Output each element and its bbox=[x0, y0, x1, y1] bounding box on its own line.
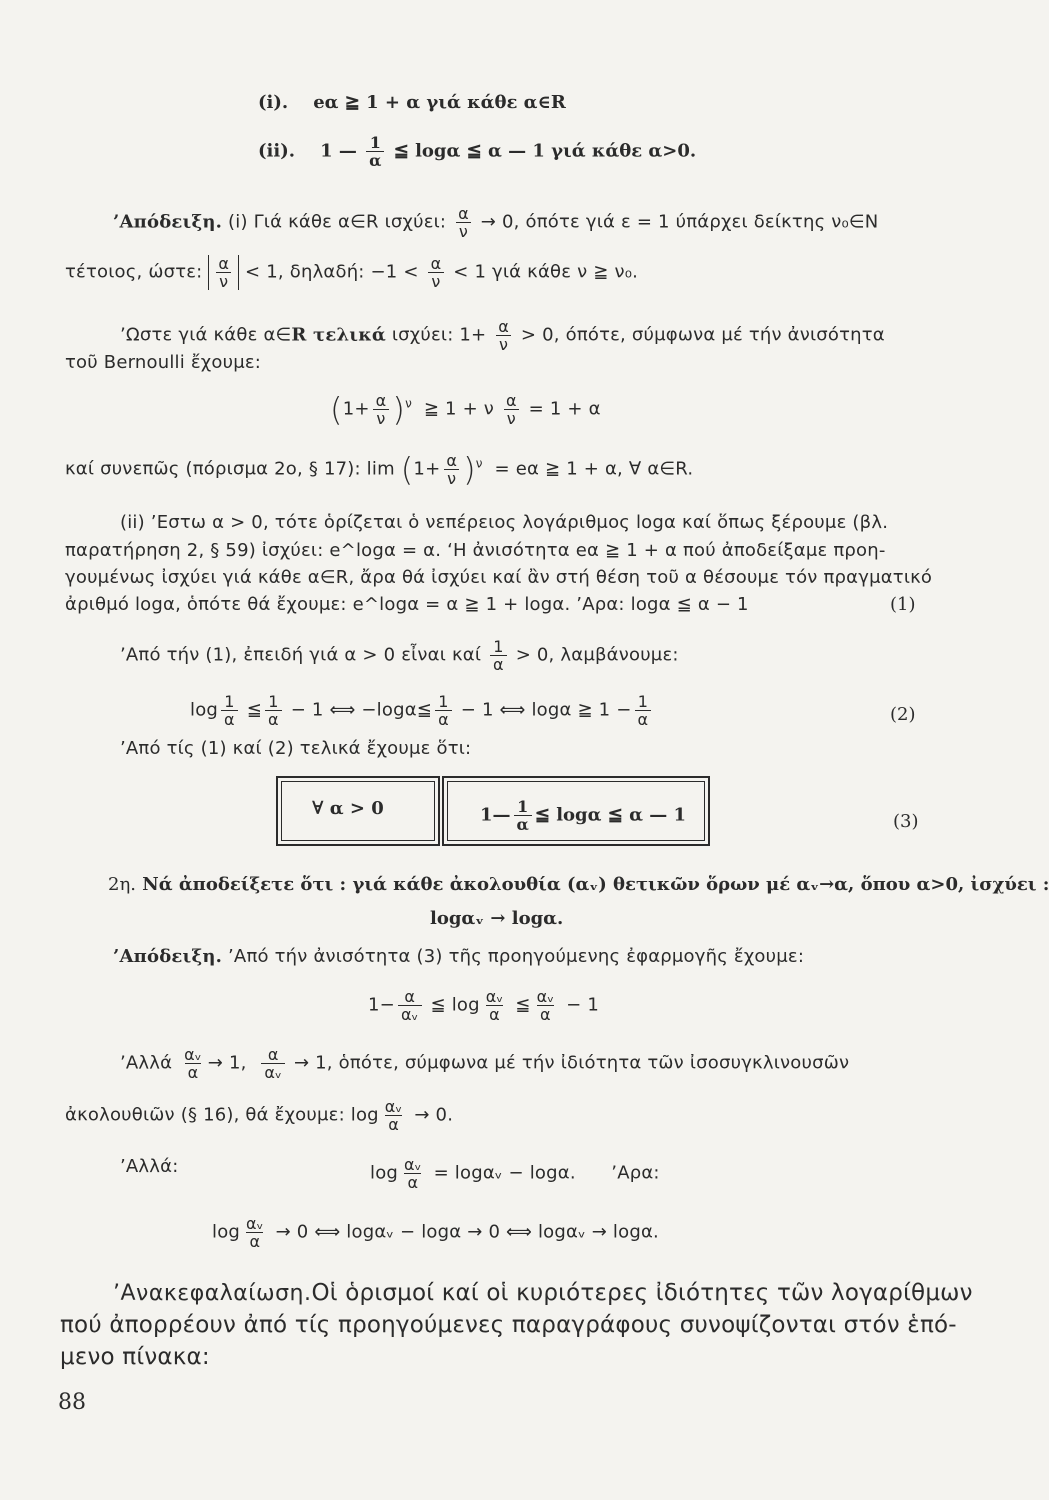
denominator: α bbox=[435, 710, 452, 728]
result-inequality bbox=[480, 798, 686, 833]
proof-line-4-text: τοῦ Bernoulli ἔχουμε: bbox=[65, 352, 262, 373]
from-one-line bbox=[120, 638, 679, 673]
from-one-post: > 0, λαμβάνουμε: bbox=[515, 644, 679, 666]
proof-line-3-post: > 0, όπότε, σύμφωνα μέ τήν ἀνισότητα bbox=[520, 324, 885, 346]
proof-line-3-bold: R τελικά bbox=[291, 324, 386, 346]
numerator: α bbox=[218, 254, 230, 273]
from-one-text: ’Από τήν (1), ἐπειδή γιά α > 0 εἶναι καί bbox=[120, 644, 482, 666]
denominator: α bbox=[246, 1232, 263, 1250]
statement-i-text: eα ≧ 1 + α γιά κάθε α∈R bbox=[313, 92, 566, 113]
denominator: αᵥ bbox=[261, 1063, 285, 1081]
proof-label: ’Απόδειξη. bbox=[113, 211, 223, 233]
page-number bbox=[58, 1392, 86, 1414]
denominator: ν bbox=[456, 222, 471, 240]
denominator: α bbox=[366, 151, 384, 169]
denominator: α bbox=[635, 710, 652, 728]
denominator: α bbox=[490, 655, 507, 673]
chain-part: − 1 ⟺ −logα≦ bbox=[290, 699, 433, 721]
denominator: α bbox=[265, 710, 282, 728]
chain-part: ’Αλλά bbox=[120, 1052, 173, 1074]
proof-line-3-text: ’Ωστε γιά κάθε α∈ bbox=[120, 324, 292, 346]
numerator: αᵥ bbox=[485, 987, 504, 1006]
chain-part: ≦ log bbox=[430, 994, 480, 1016]
chain-part: → 1, ὁπότε, σύμφωνα μέ τήν ἰδιότητα τῶν ἰσοσυγκλινουσῶν bbox=[293, 1052, 850, 1074]
proof-line-2-post: < 1 γιά κάθε ν ≧ ν₀. bbox=[453, 261, 639, 283]
paragraph-text: παρατήρηση 2, § 59) ἰσχύει: e^logα = α. ‘Η ἀνισότητα eα ≧ 1 + α πού ἀποδείξαμε προη- bbox=[65, 540, 886, 561]
right-paren: ) bbox=[463, 450, 476, 489]
numerator: 1 bbox=[268, 692, 279, 711]
proof-line-1 bbox=[113, 205, 878, 240]
bernoulli-mid: ≧ 1 + ν bbox=[423, 398, 495, 420]
fraction bbox=[514, 798, 532, 833]
paragraph-text: (ii) ’Εστω α > 0, τότε ὁρίζεται ὁ νεπέρειος λογάριθμος logα καί ὅπως ξέρουμε (βλ. bbox=[120, 512, 889, 533]
exercise-text: Νά ἀποδείξετε ὅτι : γιά κάθε ἀκολουθία (αᵥ) θετικῶν ὅρων μέ αᵥ→α, ὅπου α>0, ἰσχύει : bbox=[142, 874, 1049, 895]
chain-part: → 1, bbox=[207, 1052, 247, 1074]
fraction bbox=[265, 693, 282, 728]
conclusion-line bbox=[120, 738, 471, 760]
proof-line-3-mid: ισχύει: 1+ bbox=[385, 324, 487, 346]
summary-line-1 bbox=[113, 1278, 973, 1309]
bernoulli-post: = 1 + α bbox=[528, 398, 601, 420]
chain-part: → 0 ⟺ logαᵥ − logα → 0 ⟺ logαᵥ → logα. bbox=[275, 1221, 659, 1243]
fraction bbox=[261, 1046, 285, 1081]
numerator: αᵥ bbox=[536, 987, 555, 1006]
proof-label: ’Απόδειξη. bbox=[113, 946, 223, 967]
fraction bbox=[382, 1098, 406, 1133]
numerator: αᵥ bbox=[246, 1214, 264, 1233]
fraction bbox=[534, 988, 558, 1023]
paragraph-ii-line-2 bbox=[65, 540, 886, 562]
chain-part: − 1 ⟺ logα ≧ 1 − bbox=[460, 699, 632, 721]
result-condition bbox=[312, 798, 384, 820]
equivalence-chain bbox=[190, 693, 654, 728]
denominator: ν bbox=[373, 409, 388, 427]
chain-part: ’Αλλά: bbox=[120, 1156, 179, 1177]
bernoulli-base: 1+ bbox=[342, 398, 370, 420]
numerator: α bbox=[430, 254, 442, 273]
fraction bbox=[435, 693, 452, 728]
result-pre: 1— bbox=[480, 804, 511, 826]
statement-i-label: (i). bbox=[258, 92, 289, 113]
proof-2-line-3 bbox=[65, 1098, 453, 1133]
chain-part: ≦ bbox=[515, 994, 531, 1016]
chain-part: − 1 bbox=[566, 994, 599, 1016]
limit-text: καί συνεπῶς (πόρισμα 2ο, § 17): lim bbox=[65, 458, 395, 480]
chain-part: ’Αρα: bbox=[611, 1162, 660, 1184]
proof-2-chain bbox=[368, 988, 599, 1023]
limit-post: = eα ≧ 1 + α, ∀ α∈R. bbox=[494, 458, 694, 480]
proof-line-1-post: → 0, όπότε γιά ε = 1 ύπάρχει δείκτης ν₀∈N bbox=[480, 211, 879, 233]
result-post: ≦ logα ≦ α — 1 bbox=[534, 804, 686, 826]
absolute-value bbox=[208, 255, 239, 290]
summary-line-3 bbox=[60, 1342, 210, 1372]
summary-text: μενο πίνακα: bbox=[60, 1344, 210, 1370]
exercise-2-claim bbox=[430, 908, 563, 930]
chain-part: log bbox=[370, 1162, 399, 1184]
statement-ii-label: (ii). bbox=[258, 140, 295, 162]
chain-part: = logαᵥ − logα. bbox=[433, 1162, 576, 1184]
numerator: α bbox=[267, 1045, 279, 1064]
denominator: α bbox=[486, 1005, 503, 1023]
limit-line bbox=[65, 452, 693, 487]
fraction bbox=[373, 392, 390, 427]
result-condition-text: ∀ α > 0 bbox=[312, 798, 384, 819]
numerator: α bbox=[458, 204, 469, 223]
fraction bbox=[221, 693, 238, 728]
denominator: ν bbox=[216, 272, 231, 290]
denominator: αᵥ bbox=[398, 1005, 422, 1023]
equation-number: (3) bbox=[893, 811, 919, 832]
fraction bbox=[455, 205, 472, 240]
fraction bbox=[495, 318, 512, 353]
numerator: αᵥ bbox=[404, 1155, 422, 1174]
proof-2-line-5 bbox=[212, 1215, 659, 1250]
proof-2-line-4-label bbox=[120, 1156, 178, 1178]
fraction bbox=[635, 693, 652, 728]
numerator: 1 bbox=[224, 692, 235, 711]
denominator: α bbox=[404, 1173, 421, 1191]
denominator: ν bbox=[444, 469, 459, 487]
statement-ii-post: ≦ logα ≦ α — 1 γιά κάθε α>0. bbox=[393, 140, 697, 162]
paragraph-text: γουμένως ἰσχύει γιά κάθε α∈R, ἄρα θά ἰσχύει καί ἂν στή θέση τοῦ α θέσουμε τόν πραγματικό bbox=[65, 567, 933, 588]
proof-line-1-text: (i) Γιά κάθε α∈R ισχύει: bbox=[222, 211, 447, 233]
page-number-text: 88 bbox=[58, 1390, 86, 1415]
left-paren: ( bbox=[400, 450, 414, 489]
statement-ii-pre: 1 — bbox=[320, 140, 357, 162]
proof-2-line-1 bbox=[113, 946, 804, 968]
fraction bbox=[483, 988, 507, 1023]
numerator: 1 bbox=[517, 797, 529, 816]
chain-part: → 0. bbox=[414, 1104, 454, 1126]
proof-2-line-4 bbox=[370, 1156, 660, 1191]
numerator: α bbox=[446, 451, 458, 470]
chain-part: ἀκολουθιῶν (§ 16), θά ἔχουμε: log bbox=[65, 1104, 379, 1126]
numerator: αᵥ bbox=[384, 1097, 403, 1116]
statement-ii bbox=[258, 134, 696, 169]
proof-line-2 bbox=[65, 255, 638, 290]
exercise-claim-text: logαᵥ → logα. bbox=[430, 908, 564, 929]
chain-part: 1− bbox=[368, 994, 395, 1016]
summary-line-2 bbox=[60, 1310, 957, 1340]
numerator: α bbox=[498, 317, 509, 336]
numerator: α bbox=[404, 987, 416, 1006]
denominator: ν bbox=[428, 272, 443, 290]
chain-part: log bbox=[212, 1221, 241, 1243]
chain-part: ≦ bbox=[246, 699, 263, 721]
limit-base: 1+ bbox=[413, 458, 441, 480]
fraction bbox=[428, 255, 445, 290]
exercise-2 bbox=[108, 874, 1049, 896]
paragraph-ii-line-1 bbox=[120, 512, 888, 534]
numerator: α bbox=[375, 391, 387, 410]
proof-line-2-text: τέτοιος, ώστε: bbox=[65, 261, 203, 283]
fraction bbox=[243, 1215, 267, 1250]
denominator: ν bbox=[504, 409, 519, 427]
fraction bbox=[490, 638, 507, 673]
numerator: αᵥ bbox=[184, 1045, 202, 1064]
numerator: 1 bbox=[438, 692, 449, 711]
left-paren: ( bbox=[330, 390, 343, 429]
proof-line-3 bbox=[120, 318, 885, 353]
fraction bbox=[215, 255, 232, 290]
equation-number-1 bbox=[890, 594, 916, 616]
statement-i bbox=[258, 92, 566, 114]
numerator: α bbox=[505, 391, 517, 410]
fraction bbox=[401, 1156, 425, 1191]
proof-2-line-2 bbox=[120, 1046, 849, 1081]
numerator: 1 bbox=[493, 637, 504, 656]
denominator: α bbox=[514, 815, 532, 833]
conclusion-text: ’Από τίς (1) καί (2) τελικά ἔχουμε ὅτι: bbox=[120, 738, 472, 759]
numerator: 1 bbox=[369, 133, 381, 152]
exponent: ν bbox=[405, 396, 412, 411]
denominator: ν bbox=[496, 335, 511, 353]
summary-text: πού ἀπορρέουν ἀπό τίς προηγούμενες παραγράφους συνοψίζονται στόν ἑπό- bbox=[60, 1312, 957, 1338]
fraction bbox=[503, 392, 520, 427]
proof-line-2-mid: < 1, δηλαδή: −1 < bbox=[245, 261, 419, 283]
paragraph-ii-line-4 bbox=[65, 594, 749, 616]
equation-number-2 bbox=[890, 704, 916, 726]
proof-2-text: ’Από τήν ἀνισότητα (3) τῆς προηγούμενης ἐφαρμογῆς ἔχουμε: bbox=[222, 946, 805, 967]
paragraph-text: ἀριθμό logα, ὁπότε θά ἔχουμε: e^logα = α ≧ 1 + logα. ’Αρα: logα ≦ α − 1 bbox=[65, 594, 749, 615]
denominator: α bbox=[537, 1005, 554, 1023]
chain-part: log bbox=[190, 699, 219, 721]
bernoulli-inequality bbox=[330, 392, 601, 427]
exponent: ν bbox=[475, 456, 483, 471]
right-paren: ) bbox=[392, 390, 406, 429]
proof-line-4 bbox=[65, 352, 261, 374]
fraction bbox=[398, 988, 422, 1023]
fraction bbox=[366, 134, 384, 169]
equation-number: (2) bbox=[890, 704, 916, 725]
numerator: 1 bbox=[637, 692, 649, 711]
denominator: α bbox=[221, 710, 238, 728]
summary-heading: ’Ανακεφαλαίωση. bbox=[113, 1281, 312, 1306]
paragraph-ii-line-3 bbox=[65, 567, 932, 589]
equation-number-3 bbox=[893, 811, 919, 833]
summary-text: Οἱ ὁρισμοί καί οἱ κυριότερες ἰδιότητες τῶν λογαρίθμων bbox=[311, 1280, 973, 1306]
fraction bbox=[443, 452, 460, 487]
denominator: α bbox=[185, 1063, 202, 1081]
exercise-number: 2η. bbox=[108, 874, 136, 895]
denominator: α bbox=[385, 1115, 402, 1133]
equation-number: (1) bbox=[890, 594, 916, 615]
fraction bbox=[181, 1046, 205, 1081]
